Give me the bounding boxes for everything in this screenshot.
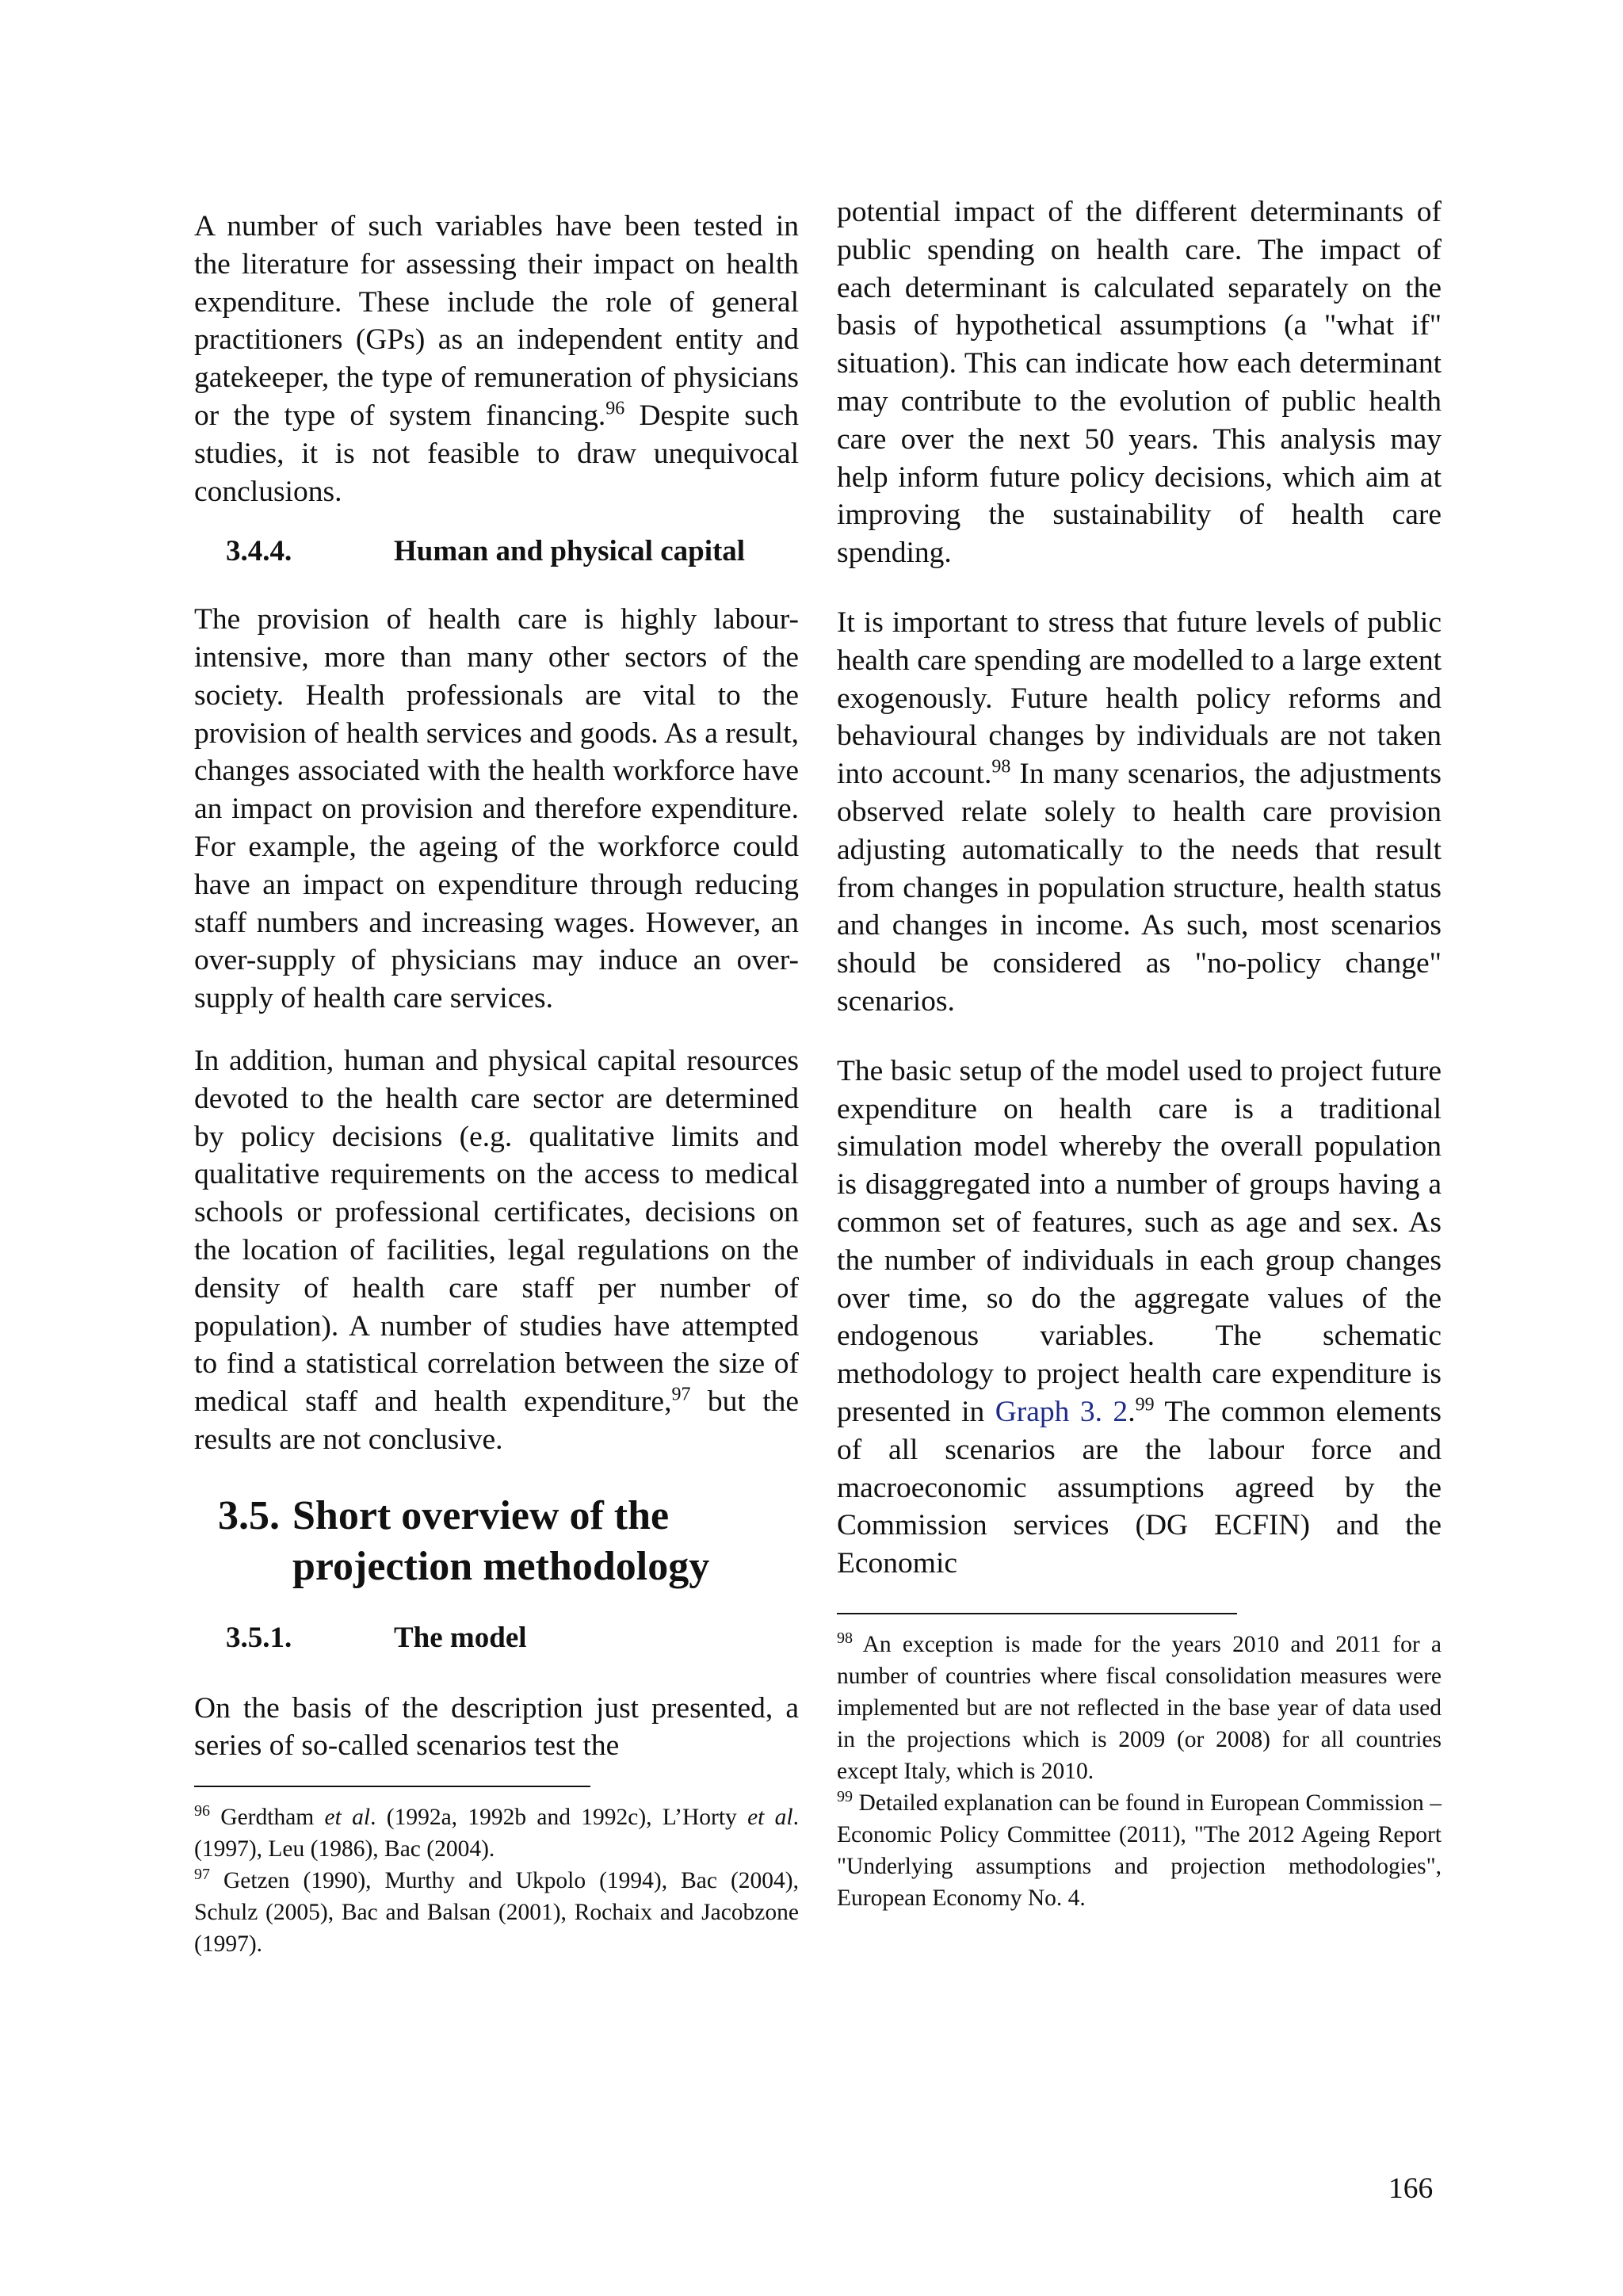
right-column	[837, 193, 1442, 1914]
paragraph-labour-intensive: The provision of health care is highly labour-intensive, more than many other sectors of the society. Health professionals are vital to the provision of health services and goods. As a result, changes associated with the health workforce have an impact on provision and therefore expenditure. For example, the ageing of the workforce could have an impact on expenditure through reducing staff numbers and increasing wages. However, an over-supply of physicians may induce an over-supply of health care services.	[194, 603, 799, 1015]
page-number: 166	[1388, 2172, 1434, 2205]
heading-3-4-4	[194, 533, 799, 571]
left-column	[194, 208, 799, 1960]
footnote-ref-97[interactable]: 97	[671, 1384, 691, 1405]
heading-number: 3.4.4.	[226, 535, 292, 568]
footnote-97: $^{97}$ Getzen (1990), Murthy and Ukpolo (1994), Bac (2004), Schulz (2005), Bac and Balsan (2001), Rochaix and Jacobzone (1997).	[194, 1866, 799, 1958]
paragraph-human-physical-capital: In addition, human and physical capital resources devoted to the health care sector are determined by policy decisions (e.g. qualitative limits and qualitative requirements on the access to medical schools or professional certificates, decisions on the location of facilities, legal regulations on the density of health care staff per number of population). A number of studies have attempted to find a statistical correlation between the size of medical staff and health expenditure,$^{97}$ but the results are not conclusive.	[194, 1044, 800, 1456]
paragraph-potential-impact: potential impact of the different determinants of public spending on health care. The impact of each determinant is calculated separately on the basis of hypothetical assumptions (a "what if" situation). This can indicate how each determinant may contribute to the evolution of public health care over the next 50 years. This analysis may help inform future policy decisions, which aim at improving the sustainability of health care spending.	[837, 196, 1442, 570]
section-number: 3.5.	[218, 1492, 280, 1538]
heading-number: 3.5.1.	[226, 1621, 292, 1654]
heading-3-5-1	[194, 1619, 799, 1657]
footnote-separator	[837, 1613, 1237, 1614]
heading-3-5	[194, 1491, 799, 1592]
footnote-99: $^{99}$ Detailed explanation can be found in European Commission – Economic Policy Committee (2011), "The 2012 Ageing Report "Underlying assumptions and projection methodologies", European Economy No. 4.	[837, 1788, 1442, 1911]
footnote-ref-98[interactable]: 98	[991, 756, 1011, 777]
footnote-ref-96[interactable]: 96	[605, 398, 625, 419]
footnote-96: $^{96}$ Gerdtham et al. (1992a, 1992b and 1992c), L’Horty et al. (1997), Leu (1986), Bac (2004).	[194, 1802, 799, 1862]
heading-title: Human and physical capital	[394, 535, 746, 568]
footnote-ref-99[interactable]: 99	[1135, 1394, 1155, 1415]
footnote-separator	[194, 1786, 590, 1787]
paragraph-scenarios: On the basis of the description just presented, a series of so-called scenarios test the	[194, 1691, 799, 1763]
paragraph-basic-setup: The basic setup of the model used to project future expenditure on health care is a traditional simulation model whereby the overall population is disaggregated into a number of groups having a common set of features, such as age and sex. As the number of individuals in each group changes over time, so do the aggregate values of the endogenous variables. The schematic methodology to project health care expenditure is presented in Graph 3. 2.99 The common elements of all scenarios are the labour force and macroeconomic assumptions agreed by the Commission services (DG ECFIN) and the Economic	[837, 1054, 1442, 1580]
heading-title: The model	[394, 1621, 527, 1654]
footnote-98: $^{98}$ An exception is made for the years 2010 and 2011 for a number of countries where fiscal consolidation measures were implemented but are not reflected in the base year of data used in the projections which is 2009 (or 2008) for all countries except Italy, which is 2010.	[837, 1629, 1442, 1784]
paragraph-exogenous: It is important to stress that future levels of public health care spending are modelled to a large extent exogenously. Future health policy reforms and behavioural changes by individuals are not taken into account.$^{98}$ In many scenarios, the adjustments observed relate solely to health care provision adjusting automatically to the needs that result from changes in population structure, health status and changes in income. As such, most scenarios should be considered as "no-policy change" scenarios.	[837, 606, 1442, 1018]
graph-3-2-link[interactable]: Graph 3. 2	[995, 1395, 1128, 1428]
section-title: Short overview of the projection methodology	[292, 1492, 710, 1589]
paragraph-variables-tested: A number of such variables have been tested in the literature for assessing their impact on health expenditure. These include the role of general practitioners (GPs) as an independent entity and gatekeeper, the type of remuneration of physicians or the type of system financing.$^{96}$ Despite such studies, it is not feasible to draw unequivocal conclusions.	[194, 210, 799, 508]
